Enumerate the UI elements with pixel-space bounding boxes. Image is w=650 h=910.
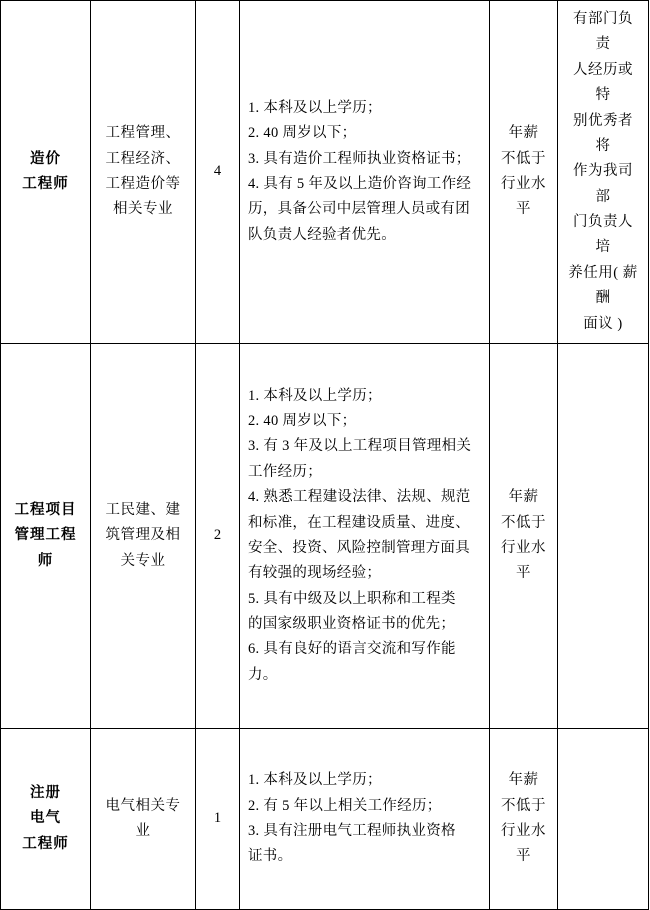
job-title-cell [1,728,91,909]
salary-line: 平 [516,848,531,865]
job-title-cell [1,343,91,728]
salary-cell [490,1,558,344]
job-title-line: 注册 [30,784,61,801]
job-title-line: 工程师 [22,175,69,192]
note-line: 别优秀者将 [573,112,633,154]
salary-line: 不低于 [501,150,546,167]
salary-line: 不低于 [501,797,546,814]
requirement-line: 4. 熟悉工程建设法律、法规、规范 [248,489,471,506]
salary-line: 行业水 [501,175,546,192]
requirement-line: 3. 具有造价工程师执业资格证书； [248,150,471,167]
requirement-line: 2. 40 周岁以下； [248,125,357,142]
salary-line: 年薪 [508,125,539,142]
requirement-line: 1. 本科及以上学历； [248,772,382,789]
note-line: 面议 ) [583,315,623,332]
job-title-cell [1,1,91,344]
requirement-line: 3. 有 3 年及以上工程项目管理相关 [248,438,472,455]
major-line: 筑管理及相 [105,527,181,544]
requirement-line: 6. 具有良好的语言交流和写作能 [248,641,456,658]
salary-line: 行业水 [501,822,546,839]
major-line: 工程管理、 [105,125,181,142]
major-line: 关专业 [120,552,166,569]
job-title-line: 师 [37,552,54,569]
requirement-cell [240,1,490,344]
salary-cell [490,728,558,909]
requirement-line: 的国家级职业资格证书的优先； [248,616,456,632]
requirement-line: 队负责人经验者优先。 [248,226,396,243]
requirement-line: 5. 具有中级及以上职称和工程类 [248,590,456,607]
requirement-cell [240,728,490,909]
headcount-cell: 4 [196,1,240,344]
job-title-line: 工程项目 [14,501,77,518]
requirement-cell [240,343,490,728]
requirement-line: 1. 本科及以上学历； [248,387,382,404]
job-title-line: 电气 [30,810,61,827]
major-line: 工民建、建 [105,501,181,518]
requirement-line: 2. 40 周岁以下； [248,413,357,429]
major-cell [91,343,196,728]
requirement-line: 历，具备公司中层管理人员或有团 [248,201,470,218]
note-line: 作为我司部 [573,163,633,205]
requirement-line: 2. 有 5 年以上相关工作经历； [248,797,442,814]
salary-line: 行业水 [501,539,546,556]
major-line: 业 [135,822,151,839]
requirement-line: 力。 [248,666,278,683]
job-title-line: 工程师 [22,835,69,852]
job-title-line: 造价 [30,150,61,167]
major-cell [91,728,196,909]
note-cell [558,728,649,909]
salary-line: 平 [516,565,531,582]
note-line: 人经历或特 [573,61,633,104]
note-line: 养任用( 薪酬 [568,264,638,307]
note-line: 门负责人培 [573,214,633,256]
major-cell [91,1,196,344]
requirement-line: 安全、投资、风险控制管理方面具 [248,539,470,556]
requirement-line: 4. 具有 5 年及以上造价咨询工作经 [248,175,472,192]
note-cell [558,1,649,344]
table-body [1,1,649,910]
requirement-line: 证书。 [248,848,293,865]
note-cell [558,343,649,728]
headcount-cell: 1 [196,728,240,909]
salary-cell [490,343,558,728]
major-line: 工程造价等 [105,175,181,192]
major-line: 工程经济、 [105,150,181,167]
requirement-line: 1. 本科及以上学历； [248,99,382,116]
table-row [1,1,649,344]
salary-line: 年薪 [508,489,539,506]
table-row [1,343,649,728]
job-title-line: 管理工程 [14,527,77,544]
salary-line: 年薪 [508,772,539,789]
table-row [1,728,649,909]
salary-line: 平 [516,201,531,218]
requirement-line: 工作经历； [248,463,322,480]
requirement-line: 和标准，在工程建设质量、进度、 [248,514,470,531]
major-line: 相关专业 [113,201,173,218]
requirement-line: 3. 具有注册电气工程师执业资格 [248,822,456,839]
note-line: 有部门负责 [573,11,633,53]
major-line: 电气相关专 [105,797,181,814]
headcount-cell: 2 [196,343,240,728]
salary-line: 不低于 [501,514,546,531]
requirement-line: 有较强的现场经验； [248,565,382,582]
